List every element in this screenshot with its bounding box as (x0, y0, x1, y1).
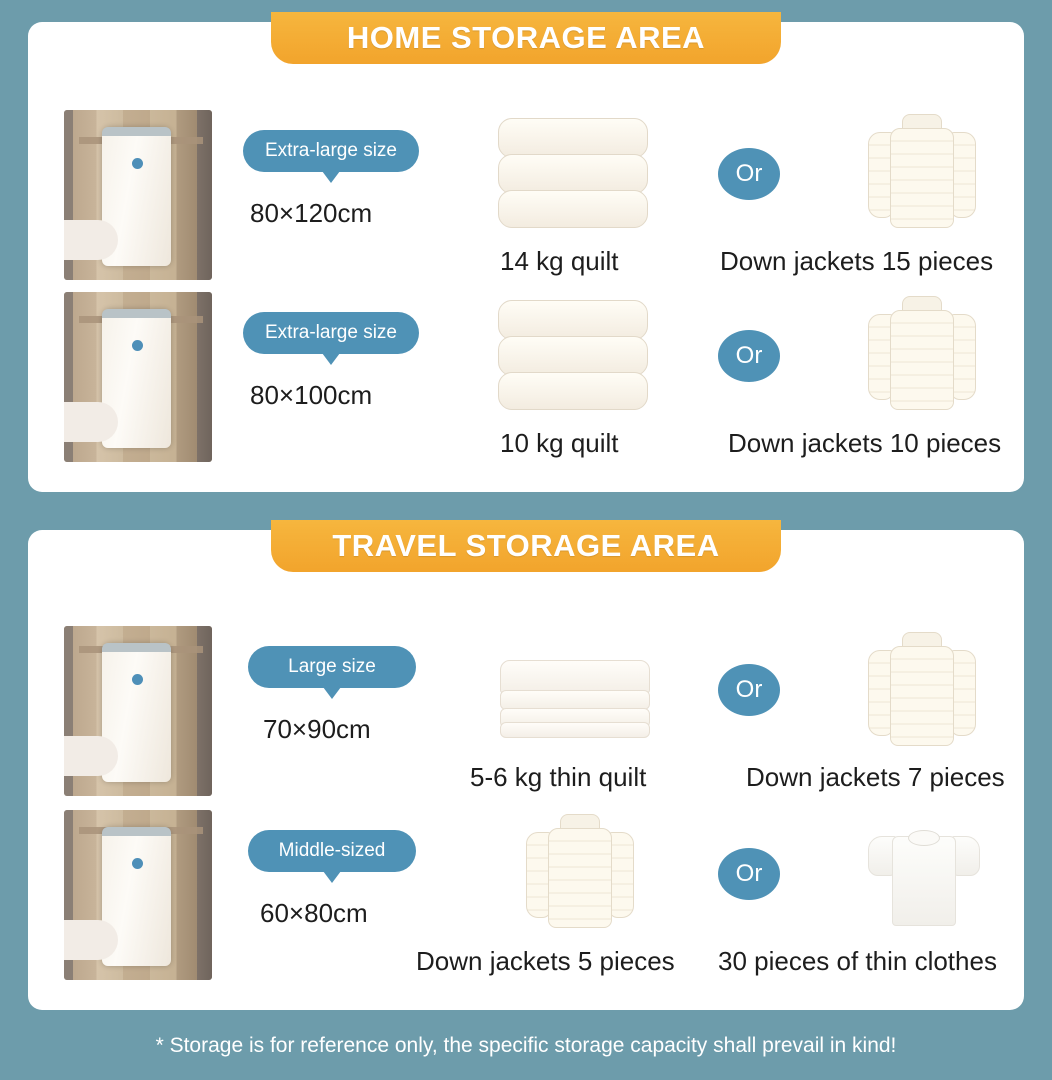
product-photo (64, 110, 212, 280)
or-label: Or (735, 160, 763, 187)
dimension-text: 80×100cm (250, 380, 373, 410)
storage-row (28, 102, 1024, 282)
down-jacket-icon (526, 814, 634, 932)
dimension-text: 60×80cm (260, 898, 368, 928)
item-caption: 5-6 kg thin quilt (470, 762, 647, 792)
hand-icon (64, 920, 118, 960)
size-bubble (243, 312, 419, 354)
valve-icon (132, 858, 143, 869)
valve-icon (132, 340, 143, 351)
product-photo (64, 626, 212, 796)
t-shirt-icon (868, 826, 980, 926)
section-banner-home (271, 12, 781, 64)
dimension-text: 80×120cm (250, 198, 373, 228)
or-label: Or (735, 860, 763, 887)
size-label: Middle-sized (278, 840, 386, 861)
section-panel-travel (28, 530, 1024, 1010)
hand-icon (64, 402, 118, 442)
size-bubble (243, 130, 419, 172)
hand-icon (64, 220, 118, 260)
size-label: Extra-large size (265, 140, 397, 161)
folded-quilt-icon (498, 300, 648, 410)
item-caption: Down jackets 15 pieces (720, 246, 994, 276)
item-caption: Down jackets 7 pieces (746, 762, 1005, 792)
item-caption: 30 pieces of thin clothes (718, 946, 997, 976)
section-panel-home (28, 22, 1024, 492)
product-photo (64, 292, 212, 462)
size-bubble (248, 830, 416, 872)
storage-row (28, 802, 1024, 982)
item-caption: 14 kg quilt (500, 246, 619, 276)
folded-quilt-icon (498, 118, 648, 228)
storage-row (28, 618, 1024, 798)
product-photo (64, 810, 212, 980)
down-jacket-icon (868, 296, 976, 414)
item-caption: Down jackets 5 pieces (416, 946, 675, 976)
thin-quilt-icon (500, 660, 650, 738)
or-badge (718, 664, 780, 716)
item-caption: 10 kg quilt (500, 428, 619, 458)
or-label: Or (735, 342, 763, 369)
or-badge (718, 330, 780, 382)
storage-row (28, 284, 1024, 464)
size-label: Large size (288, 656, 376, 677)
down-jacket-icon (868, 632, 976, 750)
size-label: Extra-large size (265, 322, 397, 343)
size-bubble (248, 646, 416, 688)
banner-label: TRAVEL STORAGE AREA (332, 528, 720, 563)
or-badge (718, 848, 780, 900)
item-caption: Down jackets 10 pieces (728, 428, 1002, 458)
section-banner-travel (271, 520, 781, 572)
or-label: Or (735, 676, 763, 703)
hand-icon (64, 736, 118, 776)
dimension-text: 70×90cm (263, 714, 371, 744)
valve-icon (132, 158, 143, 169)
footer-note: * Storage is for reference only, the specific storage capacity shall prevail in kind! (155, 1034, 897, 1057)
banner-label: HOME STORAGE AREA (346, 20, 706, 55)
valve-icon (132, 674, 143, 685)
down-jacket-icon (868, 114, 976, 232)
or-badge (718, 148, 780, 200)
